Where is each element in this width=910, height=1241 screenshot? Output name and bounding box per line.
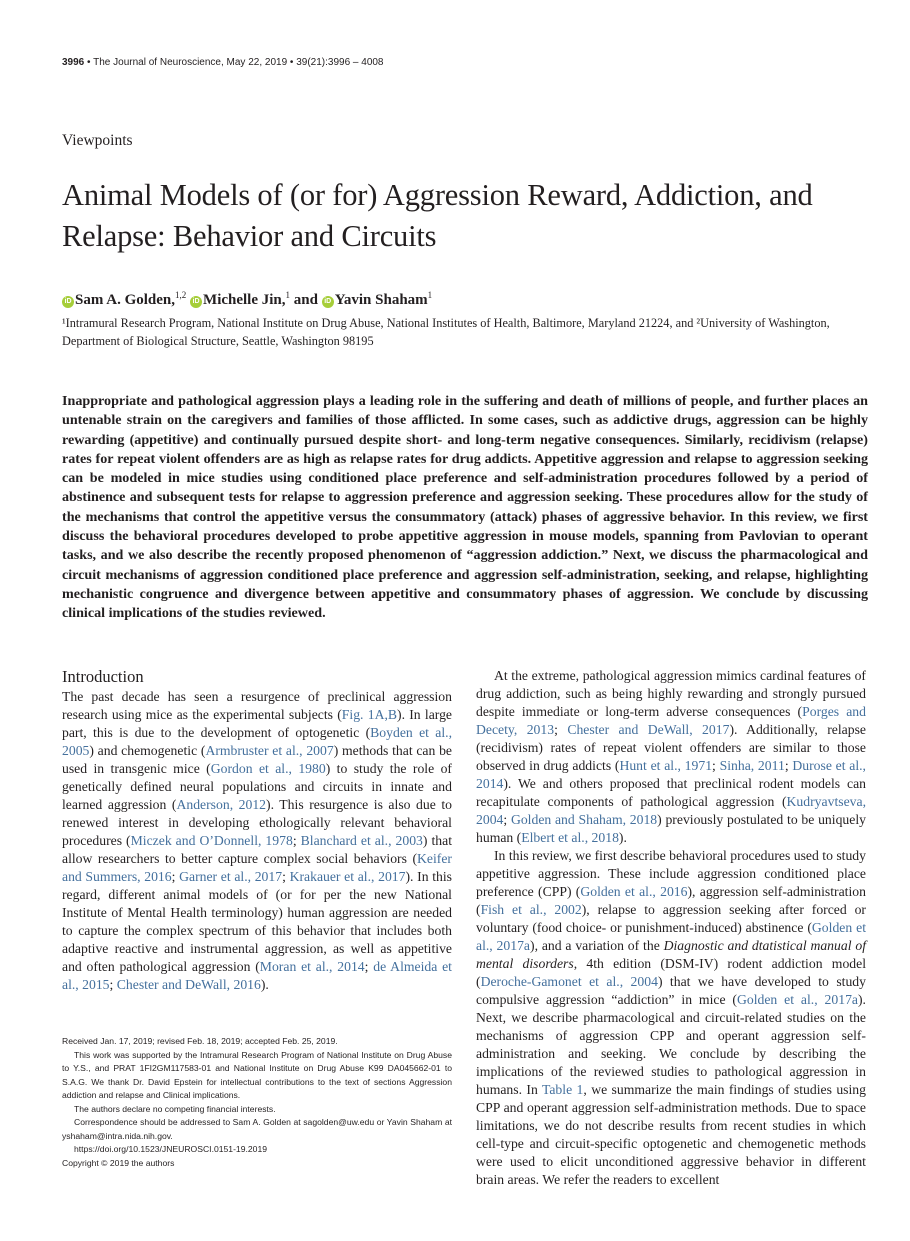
- citation-link[interactable]: Sinha, 2011: [719, 758, 785, 773]
- citation-link[interactable]: Golden et al., 2017a: [736, 992, 858, 1007]
- citation-link[interactable]: Blanchard et al., 2003: [300, 833, 423, 848]
- page-number: 3996: [62, 57, 85, 68]
- citation-link[interactable]: Keifer and Summers, 2016: [62, 851, 452, 884]
- citation-link[interactable]: Durose et al., 2014: [476, 758, 866, 791]
- citation-link[interactable]: Moran et al., 2014: [259, 959, 365, 974]
- citation-link[interactable]: Deroche-Gamonet et al., 2004: [480, 974, 658, 989]
- author-affiliation-mark: 1: [285, 290, 291, 300]
- orcid-icon[interactable]: iD: [190, 296, 202, 308]
- orcid-icon[interactable]: iD: [62, 296, 74, 308]
- left-column: [62, 667, 452, 994]
- footnotes: [62, 1035, 452, 1170]
- citation-link[interactable]: Miczek and O’Donnell, 1978: [130, 833, 293, 848]
- citation-link[interactable]: Garner et al., 2017: [179, 869, 283, 884]
- funding-note: This work was supported by the Intramural Research Program of National Institute on Drug Abuse to Y.S., and PRAT 1FI2GM117583-01 and National Institute on Drug Abuse K99 DA045662-01 to S.A.G. We thank Dr. David Epstein for intellectual contributions to the text of sections Aggression addiction and relapse and Clinical implications.: [62, 1049, 452, 1100]
- author-list: [62, 290, 432, 309]
- citation-link[interactable]: Chester and DeWall, 2016: [116, 977, 261, 992]
- competing-interests: The authors declare no competing financial interests.: [74, 1103, 276, 1114]
- correspondence: Correspondence should be addressed to Sam A. Golden at sagolden@uw.edu or Yavin Shaham at yshaham@intra.nida.nih.gov.: [62, 1117, 452, 1141]
- citation-link[interactable]: Hunt et al., 1971: [619, 758, 713, 773]
- citation-link[interactable]: Fish et al., 2002: [480, 902, 582, 917]
- figure-link[interactable]: Fig. 1A,B: [341, 707, 398, 722]
- citation-link[interactable]: Golden et al., 2017a: [476, 920, 866, 953]
- author-conjunction: and: [293, 292, 318, 308]
- received-dates: Received Jan. 17, 2019; revised Feb. 18, 2019; accepted Feb. 25, 2019.: [62, 1036, 338, 1046]
- citation-link[interactable]: Krakauer et al., 2017: [289, 869, 406, 884]
- right-column: [476, 667, 866, 1189]
- author-name: Sam A. Golden,: [75, 292, 176, 308]
- section-label: Viewpoints: [62, 132, 133, 149]
- citation-link[interactable]: Gordon et al., 1980: [210, 761, 326, 776]
- affiliations: ¹Intramural Research Program, National Institute on Drug Abuse, National Institutes of Health, Baltimore, Maryland 21224, and ²University of Washington, Department of Biological Structure, Seattle, Washington 98195: [62, 316, 830, 348]
- journal-name: The Journal of Neuroscience, May 22, 2019: [93, 57, 288, 68]
- citation-link[interactable]: Elbert et al., 2018: [521, 830, 619, 845]
- citation-link[interactable]: Golden and Shaham, 2018: [510, 812, 658, 827]
- intro-paragraph-3: In this review, we first describe behavioral procedures used to study appetitive aggression. These include aggression conditioned place preference (CPP) (Golden et al., 2016), aggression self-administration (Fish et al., 2002), relapse to aggression seeking after forced or voluntary (food choice- or punishment-induced) abstinence (Golden et al., 2017a), and a variation of the Diagnostic and dtatistical manual of mental disorders, 4th edition (DSM-IV) rodent addiction model (Deroche-Gamonet et al., 2004) that we have developed to study compulsive aggression “addiction” in mice (Golden et al., 2017a). Next, we describe pharmacological and circuit-related studies on the mechanisms of aggression CPP and operant aggression self-administration and seeking. We conclude by describing the implications of the reviewed studies to pathological aggression in humans. In Table 1, we summarize the main findings of studies using CPP and operant aggression self-administration methods. Due to space limitations, we do not describe results from recent studies in which cell-type and circuit-specific optogenetic and chemogenetic methods were used to elicit unconditioned aggressive behavior in different brain areas. We refer the readers to excellent: [476, 848, 867, 1187]
- copyright: Copyright © 2019 the authors: [62, 1157, 175, 1168]
- citation-link[interactable]: Armbruster et al., 2007: [205, 743, 334, 758]
- intro-paragraph-2: At the extreme, pathological aggression mimics cardinal features of drug addiction, such as being highly rewarding and strongly pursued despite immediate or long-term adverse consequences (Porges and Decety, 2013; Chester and DeWall, 2017). Additionally, relapse (recidivism) rates of repeat violent offenders are similar to those observed in drug addicts (Hunt et al., 1971; Sinha, 2011; Durose et al., 2014). We and others proposed that preclinical rodent models can recapitulate components of pathological aggression (Kudryavtseva, 2004; Golden and Shaham, 2018) previously postulated to be uniquely human (Elbert et al., 2018).: [476, 668, 866, 845]
- running-head: 3996 • The Journal of Neuroscience, May 22, 2019 • 39(21):3996 – 4008: [62, 57, 384, 68]
- manual-title: Diagnostic and dtatistical manual of mental disorders: [476, 938, 866, 971]
- abstract: Inappropriate and pathological aggression plays a leading role in the suffering and death of millions of people, and further places an untenable strain on the caregivers and families of those afflicted. In some cases, such as addictive drugs, aggression can be highly rewarding (appetitive) and continually pursued despite short- and long-term negative consequences. Similarly, recidivism (relapse) rates for repeat violent offenders are as high as relapse rates for drug addicts. Appetitive aggression and relapse to aggression seeking can be modeled in mice studies using conditioned place preference and self-administration procedures followed by a period of abstinence and subsequent tests for relapse to aggression preference and aggression seeking. These procedures allow for the study of the mechanisms that control the appetitive versus the consummatory (attack) phases of aggressive behavior. In this review, we first discuss the behavioral procedures developed to probe appetitive aggression in mouse models, spanning from Pavlovian to operant tasks, and we also describe the recently proposed phenomenon of “aggression addiction.” Next, we discuss the pharmacological and circuit mechanisms of aggression conditioned place preference and aggression self-administration, seeking, and relapse, highlighting mechanistic congruence and divergence between appetitive and consummatory phases of aggression. We conclude by discussing clinical implications of the studies reviewed.: [62, 393, 868, 622]
- citation-link[interactable]: Chester and DeWall, 2017: [567, 722, 730, 737]
- citation-link[interactable]: Kudryavtseva, 2004: [476, 794, 866, 827]
- table-link[interactable]: Table 1: [541, 1082, 584, 1097]
- citation-link[interactable]: Porges and Decety, 2013: [476, 704, 866, 737]
- intro-paragraph-1: The past decade has seen a resurgence of preclinical aggression research using mice as the experimental subjects (Fig. 1A,B). In large part, this is due to the development of optogenetic (Boyden et al., 2005) and chemogenetic (Armbruster et al., 2007) methods that can be used in transgenic mice (Gordon et al., 1980) to study the role of genetically defined neural populations and circuits in innate and learned aggression (Anderson, 2012). This resurgence is also due to renewed interest in developing ethologically relevant behavioral procedures (Miczek and O’Donnell, 1978; Blanchard et al., 2003) that allow researchers to better capture complex social behaviors (Keifer and Summers, 2016; Garner et al., 2017; Krakauer et al., 2017). In this regard, different animal models of (or for per the new National Institute of Mental Health terminology) human aggression are needed to capture the complex spectrum of this behavior that includes both adaptive reactive and instrumental aggression, as well as appetitive and often pathological aggression (Moran et al., 2014; de Almeida et al., 2015; Chester and DeWall, 2016).: [62, 689, 452, 992]
- author-name: Michelle Jin,: [203, 292, 286, 308]
- doi-link[interactable]: https://doi.org/10.1523/JNEUROSCI.0151-19.2019: [74, 1144, 267, 1154]
- citation-link[interactable]: de Almeida et al., 2015: [62, 959, 452, 992]
- volume-info: 39(21):3996 – 4008: [296, 57, 384, 68]
- citation-link[interactable]: Golden et al., 2016: [580, 884, 688, 899]
- author-affiliation-mark: 1,2: [175, 290, 187, 300]
- article-title: Animal Models of (or for) Aggression Reward, Addiction, and Relapse: Behavior and Circuits: [62, 178, 813, 253]
- author-affiliation-mark: 1: [427, 290, 433, 300]
- introduction-heading: Introduction: [62, 667, 144, 686]
- citation-link[interactable]: Boyden et al., 2005: [62, 725, 452, 758]
- orcid-icon[interactable]: iD: [322, 296, 334, 308]
- author-name: Yavin Shaham: [334, 292, 428, 308]
- citation-link[interactable]: Anderson, 2012: [176, 797, 267, 812]
